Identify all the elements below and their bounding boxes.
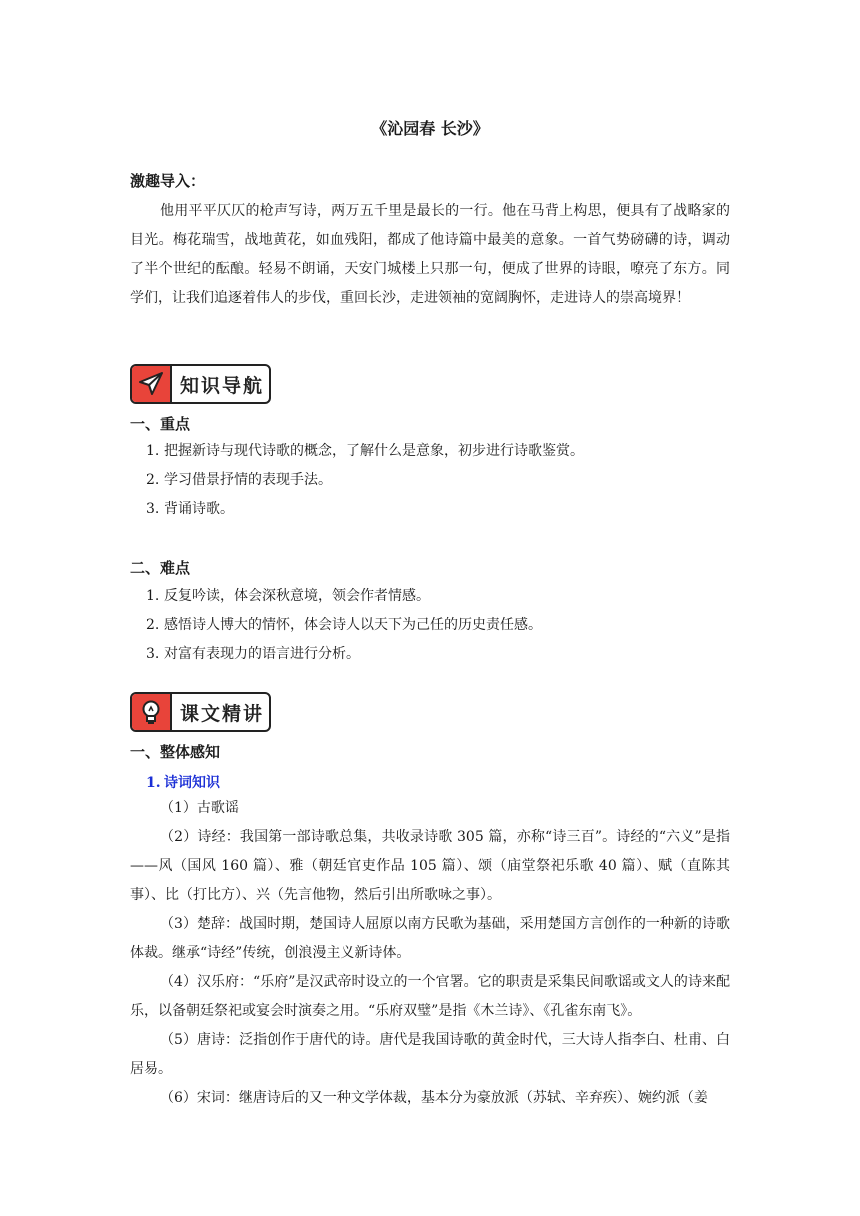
knowledge-nav-banner [130, 364, 271, 404]
list-item: 3. 背诵诗歌。 [146, 501, 234, 517]
banner-label: 知识导航 [180, 375, 265, 397]
paragraph-ancient-ballads: （1）古歌谣 [160, 800, 239, 816]
lesson-explanation-banner [130, 692, 271, 732]
list-item: 1. 把握新诗与现代诗歌的概念，了解什么是意象，初步进行诗歌鉴赏。 [146, 443, 584, 459]
key-points-heading: 一、重点 [130, 415, 191, 433]
banner-icon-box [132, 694, 172, 730]
list-item: 3. 对富有表现力的语言进行分析。 [146, 646, 360, 662]
paragraph-song-ci: （6）宋词：继唐诗后的又一种文学体裁，基本分为豪放派（苏轼、辛弃疾）、婉约派（姜 [160, 1090, 708, 1106]
difficult-points-list [146, 582, 542, 669]
list-item: 2. 感悟诗人博大的情怀，体会诗人以天下为己任的历史责任感。 [146, 617, 542, 633]
banner-icon-box [132, 366, 172, 402]
banner-label: 课文精讲 [180, 703, 265, 725]
overall-heading: 一、整体感知 [130, 743, 221, 761]
page-title: 《沁园春 长沙》 [371, 119, 489, 138]
intro-heading: 激趣导入： [130, 172, 206, 190]
list-item: 2. 学习借景抒情的表现手法。 [146, 472, 332, 488]
paragraph-yuefu: （4）汉乐府：“乐府”是汉武帝时设立的一个官署。它的职责是采集民间歌谣或文人的诗来配乐，以备朝廷祭祀或宴会时演奏之用。“乐府双璧”是指《木兰诗》、《孔雀东南飞》。 [130, 974, 730, 1019]
lightbulb-icon [137, 698, 165, 726]
paragraph-chuci: （3）楚辞：战国时期，楚国诗人屈原以南方民歌为基础，采用楚国方言创作的一种新的诗歌体裁。继承“诗经”传统，创浪漫主义新诗体。 [130, 916, 730, 961]
list-item: 1. 反复吟读，体会深秋意境，领会作者情感。 [146, 588, 430, 604]
difficult-points-heading: 二、难点 [130, 559, 191, 577]
subsection-title: 1. 诗词知识 [146, 775, 220, 791]
key-points-list [146, 437, 584, 524]
intro-paragraph: 他用平平仄仄的枪声写诗，两万五千里是最长的一行。他在马背上构思，便具有了战略家的目光。梅花瑞雪，战地黄花，如血残阳，都成了他诗篇中最美的意象。一首气势磅礴的诗，调动了半个世纪的酝酿。轻易不朗诵，天安门城楼上只那一句，便成了世界的诗眼，嘹亮了东方。同学们，让我们追逐着伟人的步伐，重回长沙，走进领袖的宽阔胸怀，走进诗人的崇高境界！ [130, 203, 730, 306]
paper-plane-icon [137, 370, 165, 398]
paragraph-tang-poetry: （5）唐诗：泛指创作于唐代的诗。唐代是我国诗歌的黄金时代，三大诗人指李白、杜甫、白居易。 [130, 1032, 730, 1077]
paragraph-shijing: （2）诗经：我国第一部诗歌总集，共收录诗歌 305 篇，亦称“诗三百”。诗经的“六义”是指——风（国风 160 篇）、雅（朝廷官吏作品 105 篇）、颂（庙堂祭祀乐歌 40 篇）、赋（直陈其事）、比（打比方）、兴（先言他物，然后引出所歌咏之事）。 [130, 829, 730, 903]
